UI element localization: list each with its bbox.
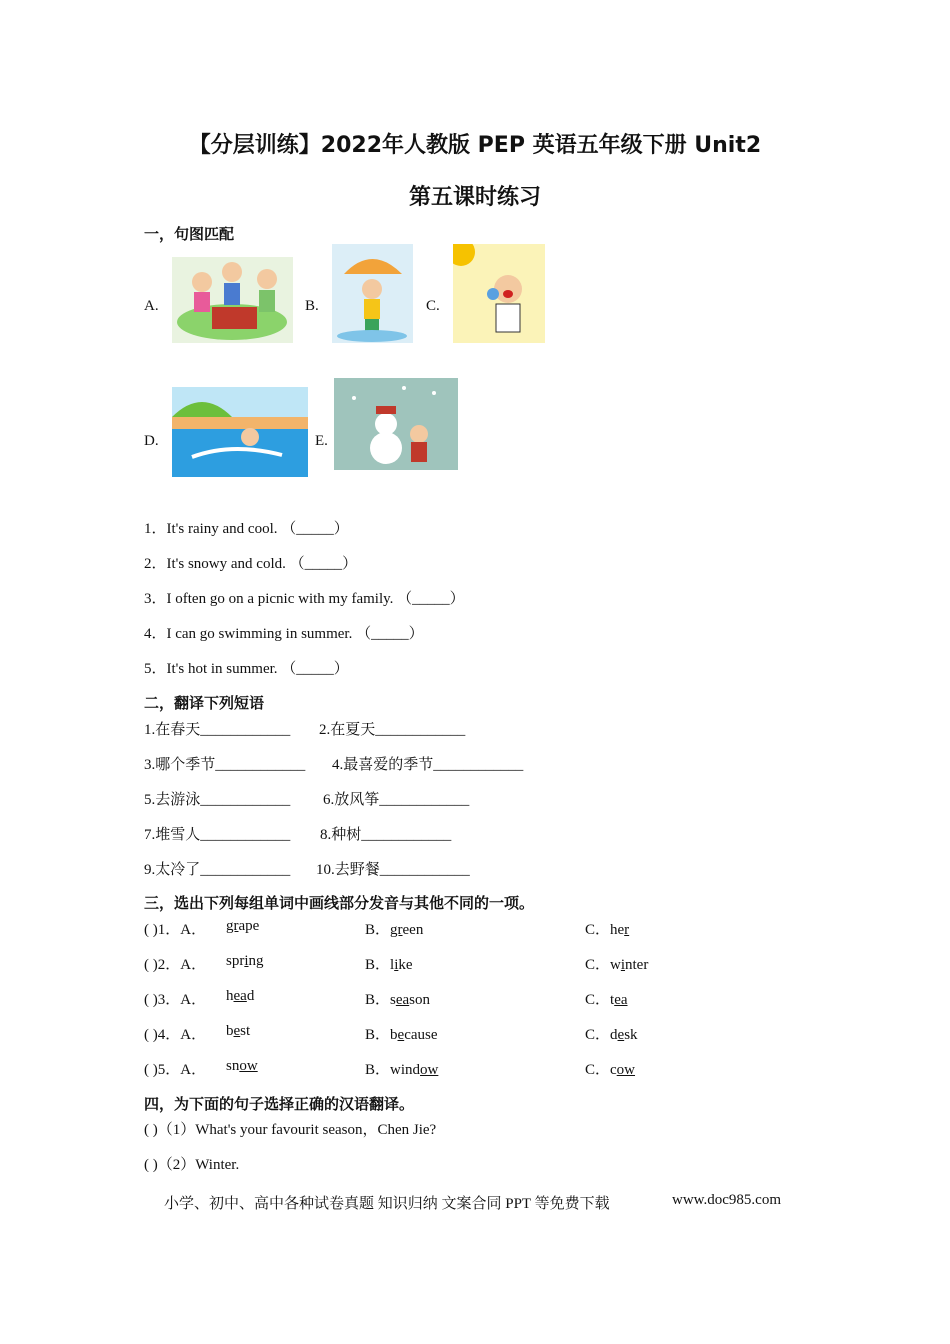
s1-item-5: 5．It's hot in summer. （_____）	[144, 661, 349, 677]
s1-item-2: 2．It's snowy and cold. （_____）	[144, 556, 358, 572]
word-part: C．c	[585, 1062, 617, 1078]
option-b	[365, 988, 430, 1009]
word-part: C．t	[585, 992, 615, 1008]
question-number: ( )2．A．	[144, 957, 207, 973]
word-part: C．w	[585, 957, 621, 973]
word-part: C．d	[585, 1027, 618, 1043]
rainy-image	[332, 244, 413, 343]
picnic-image	[172, 257, 293, 343]
word-part: h	[226, 988, 234, 1004]
s4-item-2: ( )（2）Winter.	[144, 1157, 240, 1173]
word-part: een	[402, 922, 424, 938]
underlined-letters: i	[244, 953, 249, 969]
s1-item-1: 1．It's rainy and cool. （_____）	[144, 521, 349, 537]
footer-url[interactable]: www.doc985.com	[672, 1192, 782, 1208]
hot-sun-image	[453, 244, 545, 343]
translate-item: 2.在夏天____________	[319, 722, 466, 738]
snowman-image	[334, 378, 458, 470]
word-part: son	[409, 992, 431, 1008]
word-part: B．b	[365, 1027, 398, 1043]
word-part: spr	[226, 953, 245, 969]
question-number: ( )1．A．	[144, 922, 207, 938]
s1-item-4: 4．I can go swimming in summer. （_____）	[144, 626, 424, 642]
question-number: ( )3．A．	[144, 992, 207, 1008]
underlined-letters: e	[233, 1023, 241, 1039]
question-number: ( )4．A．	[144, 1027, 207, 1043]
title-line-2: 第五课时练习	[408, 185, 541, 210]
pic-label-e: E.	[315, 433, 328, 449]
title-line-1: 【分层训练】2022年人教版 PEP 英语五年级下册 Unit2	[188, 133, 762, 158]
translate-item: 1.在春天____________	[144, 722, 291, 738]
underlined-letters: ow	[239, 1058, 258, 1074]
underlined-letters: r	[624, 922, 630, 938]
word-part: ape	[238, 918, 260, 934]
translate-item: 8.种树____________	[320, 827, 452, 843]
word-part: st	[240, 1023, 251, 1039]
translate-item: 3.哪个季节____________	[144, 757, 306, 773]
underlined-letters: i	[394, 957, 399, 973]
word-part: B．l	[365, 957, 395, 973]
option-b	[365, 1023, 438, 1044]
word-part: B．	[365, 922, 391, 938]
pic-label-d: D.	[144, 433, 159, 449]
s4-item-1: ( )（1）What's your favourit season，Chen Jie?	[144, 1122, 437, 1138]
option-c	[585, 988, 628, 1009]
word-part: ng	[248, 953, 264, 969]
option-c	[585, 1058, 635, 1079]
underlined-letters: gr	[390, 922, 403, 938]
word-part: nter	[625, 957, 649, 973]
option-b	[365, 1058, 438, 1079]
underlined-letters: ea	[614, 992, 628, 1008]
underlined-letters: ea	[395, 992, 410, 1008]
translate-item: 9.太冷了____________	[144, 862, 291, 878]
footer-left: 小学、初中、高中各种试卷真题 知识归纳 文案合同 PPT 等免费下载	[164, 1196, 610, 1212]
word-part: b	[226, 1023, 234, 1039]
underlined-letters: e	[397, 1027, 405, 1043]
option-a	[226, 1023, 250, 1040]
pic-label-b: B.	[305, 298, 319, 314]
translate-item: 7.堆雪人____________	[144, 827, 291, 843]
pic-label-a: A.	[144, 298, 159, 314]
word-part: ke	[398, 957, 413, 973]
option-b	[365, 953, 413, 974]
underlined-letters: ow	[616, 1062, 636, 1078]
pic-label-c: C.	[426, 298, 440, 314]
swimming-image	[172, 387, 308, 477]
word-part: C．he	[585, 922, 625, 938]
option-c	[585, 953, 648, 974]
option-c	[585, 1023, 638, 1044]
underlined-letters: ow	[420, 1062, 439, 1078]
option-a	[226, 988, 254, 1005]
word-part: d	[246, 988, 255, 1004]
section-4-heading: 四，为下面的句子选择正确的汉语翻译。	[144, 1095, 415, 1113]
question-number: ( )5．A．	[144, 1062, 207, 1078]
translate-item: 10.去野餐____________	[316, 862, 470, 878]
underlined-letters: gr	[226, 918, 239, 934]
option-a	[226, 1058, 258, 1075]
option-c	[585, 918, 629, 939]
section-2-heading: 二，翻译下列短语	[144, 694, 265, 712]
underlined-letters: e	[617, 1027, 625, 1043]
option-a	[226, 918, 259, 935]
word-part: B．wind	[365, 1062, 421, 1078]
translate-item: 5.去游泳____________	[144, 792, 291, 808]
word-part: sn	[226, 1058, 240, 1074]
word-part: sk	[624, 1027, 638, 1043]
word-part: B．s	[365, 992, 396, 1008]
section-1-heading: 一，句图匹配	[144, 225, 235, 243]
translate-item: 4.最喜爱的季节____________	[332, 757, 524, 773]
s1-item-3: 3．I often go on a picnic with my family. （_____）	[144, 591, 465, 607]
option-b	[365, 918, 423, 939]
underlined-letters: i	[620, 957, 626, 973]
translate-item: 6.放风筝____________	[323, 792, 470, 808]
section-3-heading: 三，选出下列每组单词中画线部分发音与其他不同的一项。	[144, 894, 535, 912]
option-a	[226, 953, 264, 970]
underlined-letters: ea	[233, 988, 247, 1004]
word-part: cause	[404, 1027, 438, 1043]
